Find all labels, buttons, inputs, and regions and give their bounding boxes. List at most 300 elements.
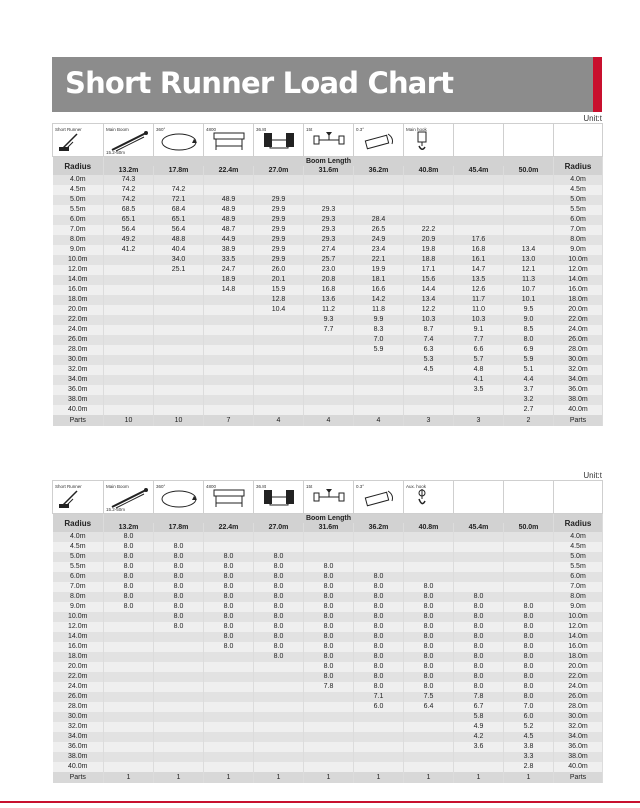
load-cell — [354, 542, 404, 552]
load-cell — [154, 682, 204, 692]
table-row — [53, 742, 603, 752]
load-cell: 6.4 — [404, 702, 454, 712]
load-cell — [504, 175, 554, 185]
boom-length-col: 45.4m — [454, 523, 504, 532]
radius-cell: 14.0m — [53, 632, 104, 642]
load-cell — [204, 315, 254, 325]
load-cell — [404, 405, 454, 415]
load-cell: 8.0 — [404, 642, 454, 652]
load-cell: 40.4 — [154, 245, 204, 255]
load-cell: 8.0 — [454, 652, 504, 662]
load-cell: 11.7 — [454, 295, 504, 305]
load-cell — [354, 185, 404, 195]
load-cell: 8.0 — [304, 652, 354, 662]
load-cell: 8.0 — [104, 532, 154, 542]
load-cell — [304, 692, 354, 702]
load-cell — [504, 592, 554, 602]
parts-cell: 1 — [354, 772, 404, 783]
load-cell: 8.0 — [454, 612, 504, 622]
load-cell — [104, 275, 154, 285]
icon-cell — [304, 481, 354, 514]
load-cell: 24.7 — [204, 265, 254, 275]
icon-cell — [354, 481, 404, 514]
icon-cell — [404, 124, 454, 157]
load-cell — [154, 325, 204, 335]
radius-cell: 16.0m — [53, 285, 104, 295]
load-cell: 56.4 — [154, 225, 204, 235]
load-cell: 8.0 — [454, 622, 504, 632]
load-cell — [154, 722, 204, 732]
radius-cell-right: 10.0m — [554, 612, 603, 622]
load-cell: 8.0 — [454, 602, 504, 612]
load-cell: 9.1 — [454, 325, 504, 335]
table-row — [53, 672, 603, 682]
radius-cell: 20.0m — [53, 305, 104, 315]
load-cell — [254, 662, 304, 672]
load-cell — [404, 762, 454, 772]
load-cell: 7.5 — [404, 692, 454, 702]
load-cell: 8.0 — [104, 562, 154, 572]
load-cell — [204, 345, 254, 355]
load-cell — [304, 335, 354, 345]
boom-length-col: 22.4m — [204, 523, 254, 532]
load-cell: 8.0 — [504, 692, 554, 702]
load-cell: 29.9 — [254, 225, 304, 235]
load-cell: 8.0 — [354, 582, 404, 592]
table-row — [53, 315, 603, 325]
load-cell: 8.5 — [504, 325, 554, 335]
load-cell — [304, 762, 354, 772]
table-row — [53, 295, 603, 305]
load-cell: 8.0 — [404, 632, 454, 642]
load-cell — [304, 752, 354, 762]
radius-header-right: Radius — [554, 157, 603, 176]
load-cell: 29.3 — [304, 235, 354, 245]
radius-cell: 38.0m — [53, 395, 104, 405]
load-cell: 49.2 — [104, 235, 154, 245]
load-cell — [254, 395, 304, 405]
load-cell: 8.0 — [404, 662, 454, 672]
radius-cell-right: 22.0m — [554, 315, 603, 325]
load-cell — [454, 395, 504, 405]
load-cell: 8.0 — [154, 622, 204, 632]
load-cell — [254, 542, 304, 552]
load-cell — [254, 762, 304, 772]
load-cell — [404, 722, 454, 732]
load-cell: 8.0 — [504, 602, 554, 612]
load-cell — [104, 732, 154, 742]
load-cell — [204, 175, 254, 185]
radius-cell-right: 36.0m — [554, 742, 603, 752]
radius-cell-right: 30.0m — [554, 712, 603, 722]
load-cell: 8.0 — [104, 602, 154, 612]
load-cell — [154, 652, 204, 662]
load-cell: 6.7 — [454, 702, 504, 712]
load-cell: 15.9 — [254, 285, 304, 295]
load-cell: 9.5 — [504, 305, 554, 315]
load-cell — [254, 732, 304, 742]
load-cell — [154, 732, 204, 742]
footer-line — [0, 801, 640, 803]
load-cell — [304, 542, 354, 552]
load-cell — [154, 315, 204, 325]
load-cell — [204, 305, 254, 315]
radius-cell-right: 12.0m — [554, 265, 603, 275]
load-cell: 8.0 — [304, 622, 354, 632]
load-cell — [404, 185, 454, 195]
load-cell: 8.0 — [454, 632, 504, 642]
load-cell: 8.0 — [204, 562, 254, 572]
load-cell — [254, 185, 304, 195]
icon-label: Main Boom — [106, 127, 129, 132]
icon-cell — [254, 124, 304, 157]
radius-cell: 30.0m — [53, 712, 104, 722]
table-row — [53, 542, 603, 552]
load-cell — [154, 405, 204, 415]
load-cell — [204, 662, 254, 672]
parts-cell: 1 — [454, 772, 504, 783]
load-cell: 3.7 — [504, 385, 554, 395]
load-cell — [204, 405, 254, 415]
radius-cell-right: 6.0m — [554, 572, 603, 582]
icon-label: 15t — [306, 484, 313, 489]
table-row — [53, 592, 603, 602]
load-cell: 7.4 — [404, 335, 454, 345]
radius-cell: 6.0m — [53, 572, 104, 582]
load-cell — [254, 385, 304, 395]
load-cell: 8.0 — [254, 642, 304, 652]
load-cell: 48.7 — [204, 225, 254, 235]
table-row — [53, 245, 603, 255]
load-cell — [504, 185, 554, 195]
parts-label: Parts — [53, 415, 104, 426]
load-cell: 8.0 — [304, 592, 354, 602]
icon-label: 360° — [156, 484, 166, 489]
table-row — [53, 682, 603, 692]
radius-cell-right: 4.0m — [554, 175, 603, 185]
load-cell — [254, 405, 304, 415]
load-cell — [254, 702, 304, 712]
load-cell: 65.1 — [154, 215, 204, 225]
radius-cell: 12.0m — [53, 265, 104, 275]
load-cell: 5.3 — [404, 355, 454, 365]
load-cell — [404, 552, 454, 562]
load-cell — [104, 325, 154, 335]
load-cell: 13.4 — [404, 295, 454, 305]
radius-cell-right: 18.0m — [554, 295, 603, 305]
load-cell — [354, 762, 404, 772]
parts-cell: 3 — [454, 415, 504, 426]
load-cell — [204, 712, 254, 722]
radius-cell-right: 5.0m — [554, 552, 603, 562]
load-cell: 11.8 — [354, 305, 404, 315]
boom-range-label: 15.2-50m — [106, 507, 126, 512]
load-cell: 8.0 — [454, 592, 504, 602]
load-cell — [354, 385, 404, 395]
load-cell: 5.7 — [454, 355, 504, 365]
load-cell — [104, 692, 154, 702]
load-cell — [304, 712, 354, 722]
load-cell — [404, 205, 454, 215]
boom-length-col: 13.2m — [104, 523, 154, 532]
load-cell: 16.8 — [304, 285, 354, 295]
load-cell: 8.0 — [404, 682, 454, 692]
radius-cell-right: 16.0m — [554, 285, 603, 295]
radius-cell: 40.0m — [53, 405, 104, 415]
table-row — [53, 275, 603, 285]
load-cell: 11.3 — [504, 275, 554, 285]
load-cell: 7.8 — [304, 682, 354, 692]
load-cell — [204, 542, 254, 552]
load-cell: 8.7 — [404, 325, 454, 335]
radius-cell-right: 38.0m — [554, 752, 603, 762]
icon-cell — [404, 481, 454, 514]
load-cell — [304, 552, 354, 562]
boom-length-col: 36.2m — [354, 166, 404, 175]
load-cell — [354, 562, 404, 572]
load-cell — [304, 742, 354, 752]
load-cell — [504, 542, 554, 552]
load-cell — [304, 732, 354, 742]
icon-cell — [154, 481, 204, 514]
load-cell — [204, 185, 254, 195]
load-cell — [154, 375, 204, 385]
radius-cell: 24.0m — [53, 682, 104, 692]
radius-cell: 20.0m — [53, 662, 104, 672]
icon-label: 4800 — [206, 484, 217, 489]
load-cell — [104, 762, 154, 772]
load-cell: 8.0 — [254, 552, 304, 562]
load-cell — [154, 662, 204, 672]
load-cell: 12.8 — [254, 295, 304, 305]
load-cell — [304, 405, 354, 415]
icon-cell-empty — [454, 481, 504, 514]
load-cell — [304, 355, 354, 365]
load-cell: 74.3 — [104, 175, 154, 185]
load-cell — [304, 375, 354, 385]
load-cell — [304, 395, 354, 405]
radius-cell: 5.5m — [53, 205, 104, 215]
load-cell — [454, 225, 504, 235]
load-cell — [454, 572, 504, 582]
load-cell: 48.9 — [204, 215, 254, 225]
load-cell — [354, 532, 404, 542]
load-cell — [354, 752, 404, 762]
load-cell — [204, 692, 254, 702]
load-cell: 18.9 — [204, 275, 254, 285]
radius-cell: 22.0m — [53, 672, 104, 682]
radius-cell-right: 26.0m — [554, 692, 603, 702]
load-cell: 8.0 — [354, 602, 404, 612]
load-cell — [404, 385, 454, 395]
radius-header-right: Radius — [554, 514, 603, 533]
icon-label: 4800 — [206, 127, 217, 132]
icon-cell — [53, 481, 104, 514]
icon-cell-empty — [554, 124, 603, 157]
load-cell: 68.4 — [154, 205, 204, 215]
load-cell: 22.1 — [354, 255, 404, 265]
load-cell: 23.4 — [354, 245, 404, 255]
load-cell: 25.1 — [154, 265, 204, 275]
radius-cell-right: 5.5m — [554, 205, 603, 215]
radius-cell-right: 24.0m — [554, 325, 603, 335]
table-row — [53, 225, 603, 235]
load-cell — [104, 652, 154, 662]
load-cell — [104, 285, 154, 295]
radius-cell-right: 9.0m — [554, 245, 603, 255]
load-cell — [204, 355, 254, 365]
load-cell: 3.2 — [504, 395, 554, 405]
load-cell: 29.9 — [254, 245, 304, 255]
load-cell — [104, 375, 154, 385]
load-cell — [404, 562, 454, 572]
radius-cell-right: 18.0m — [554, 652, 603, 662]
load-chart-main-hook — [52, 123, 603, 426]
load-cell: 8.0 — [504, 335, 554, 345]
radius-cell-right: 10.0m — [554, 255, 603, 265]
load-cell: 8.0 — [154, 572, 204, 582]
parts-cell: 4 — [254, 415, 304, 426]
load-cell: 8.0 — [404, 612, 454, 622]
load-cell — [504, 195, 554, 205]
table-row — [53, 175, 603, 185]
load-cell — [304, 185, 354, 195]
radius-cell-right: 14.0m — [554, 275, 603, 285]
table-row — [53, 602, 603, 612]
parts-cell: 10 — [154, 415, 204, 426]
load-cell: 8.0 — [354, 662, 404, 672]
table-row — [53, 552, 603, 562]
parts-cell: 1 — [404, 772, 454, 783]
load-cell: 8.0 — [254, 592, 304, 602]
load-cell: 25.7 — [304, 255, 354, 265]
radius-cell: 22.0m — [53, 315, 104, 325]
load-cell: 8.3 — [354, 325, 404, 335]
radius-cell-right: 5.5m — [554, 562, 603, 572]
load-cell — [354, 375, 404, 385]
radius-cell: 10.0m — [53, 255, 104, 265]
radius-cell: 8.0m — [53, 235, 104, 245]
table-row — [53, 762, 603, 772]
load-cell: 14.7 — [454, 265, 504, 275]
radius-header: Radius — [53, 514, 104, 533]
boom-length-col: 40.8m — [404, 523, 454, 532]
load-cell — [104, 682, 154, 692]
table-row — [53, 265, 603, 275]
parts-label: Parts — [53, 772, 104, 783]
table-row — [53, 642, 603, 652]
load-cell: 8.0 — [104, 552, 154, 562]
load-cell: 13.5 — [454, 275, 504, 285]
load-cell: 41.2 — [104, 245, 154, 255]
radius-cell: 40.0m — [53, 762, 104, 772]
load-cell: 8.0 — [154, 542, 204, 552]
load-cell: 29.3 — [304, 215, 354, 225]
load-cell: 48.8 — [154, 235, 204, 245]
load-cell — [204, 732, 254, 742]
load-cell — [404, 542, 454, 552]
table-row — [53, 632, 603, 642]
load-cell: 16.8 — [454, 245, 504, 255]
load-cell: 6.6 — [454, 345, 504, 355]
load-cell: 4.2 — [454, 732, 504, 742]
load-cell: 8.0 — [204, 632, 254, 642]
load-cell: 27.4 — [304, 245, 354, 255]
icon-label: 0.3° — [356, 484, 365, 489]
load-cell — [504, 532, 554, 542]
load-cell — [204, 395, 254, 405]
load-cell — [154, 345, 204, 355]
table-row — [53, 405, 603, 415]
load-cell: 8.0 — [304, 612, 354, 622]
table-row — [53, 752, 603, 762]
load-cell — [454, 532, 504, 542]
load-cell: 29.3 — [304, 205, 354, 215]
icon-label: 0.3° — [356, 127, 365, 132]
load-cell: 74.2 — [104, 185, 154, 195]
radius-cell-right: 38.0m — [554, 395, 603, 405]
radius-cell: 18.0m — [53, 652, 104, 662]
load-cell — [504, 215, 554, 225]
load-cell — [504, 552, 554, 562]
table-row — [53, 692, 603, 702]
load-cell — [404, 732, 454, 742]
load-cell — [254, 315, 304, 325]
load-cell: 4.8 — [454, 365, 504, 375]
load-cell: 6.3 — [404, 345, 454, 355]
load-cell: 29.9 — [254, 235, 304, 245]
load-cell — [104, 622, 154, 632]
load-cell: 3.5 — [454, 385, 504, 395]
icon-cell — [304, 124, 354, 157]
load-cell: 8.0 — [154, 582, 204, 592]
radius-cell: 9.0m — [53, 602, 104, 612]
load-cell: 8.0 — [504, 632, 554, 642]
load-cell — [404, 395, 454, 405]
radius-cell: 32.0m — [53, 365, 104, 375]
table-row — [53, 582, 603, 592]
radius-cell-right: 34.0m — [554, 375, 603, 385]
table-row — [53, 722, 603, 732]
radius-cell: 4.0m — [53, 532, 104, 542]
load-cell — [354, 365, 404, 375]
load-cell: 65.1 — [104, 215, 154, 225]
load-cell — [504, 225, 554, 235]
radius-cell: 18.0m — [53, 295, 104, 305]
table-row — [53, 622, 603, 632]
radius-cell-right: 12.0m — [554, 622, 603, 632]
radius-cell-right: 7.0m — [554, 582, 603, 592]
radius-cell-right: 26.0m — [554, 335, 603, 345]
load-cell — [104, 662, 154, 672]
radius-cell: 32.0m — [53, 722, 104, 732]
icon-cell-empty — [504, 124, 554, 157]
load-cell: 4.4 — [504, 375, 554, 385]
load-cell — [204, 375, 254, 385]
load-cell — [154, 752, 204, 762]
boom-length-col: 40.8m — [404, 166, 454, 175]
unit-label: Unit:t — [583, 471, 602, 480]
load-cell — [254, 722, 304, 732]
load-cell — [204, 335, 254, 345]
radius-cell: 8.0m — [53, 592, 104, 602]
radius-cell: 4.5m — [53, 542, 104, 552]
parts-label-right: Parts — [554, 415, 603, 426]
load-cell — [504, 582, 554, 592]
load-cell: 8.0 — [354, 682, 404, 692]
load-cell: 12.6 — [454, 285, 504, 295]
load-cell: 8.0 — [154, 592, 204, 602]
